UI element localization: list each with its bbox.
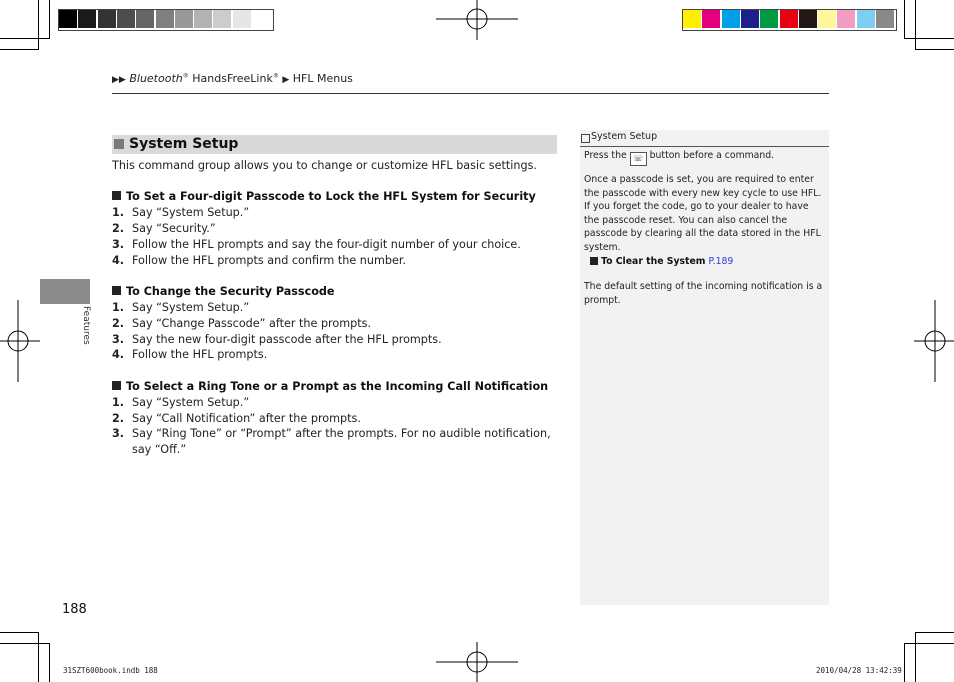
step-number: 1. [112, 206, 125, 219]
header-rule [112, 93, 829, 94]
breadcrumb-hfl-menus: HFL Menus [292, 72, 353, 85]
registration-mark-top [436, 0, 518, 40]
aside-note-panel [580, 130, 829, 605]
subsection-heading-text: To Select a Ring Tone or a Prompt as the Incoming Call Notification [126, 380, 549, 393]
color-swatch [683, 10, 701, 28]
print-file-info: 31SZT600book.indb 188 [63, 666, 158, 675]
step-number: 2. [112, 222, 125, 235]
gray-swatch [194, 10, 212, 28]
registration-mark-left [0, 300, 40, 382]
aside-press-before: Press the [584, 150, 627, 161]
aside-title: System Setup [591, 131, 658, 142]
step-number: 1. [112, 396, 125, 409]
gray-swatch [233, 10, 251, 28]
page-number: 188 [62, 602, 87, 617]
step-text: Say “Change Passcode” after the prompts. [132, 317, 372, 330]
step-text: Say “System Setup.” [132, 301, 250, 314]
step-number: 4. [112, 348, 125, 361]
breadcrumb-arrow-icon: ▶▶ [112, 75, 126, 85]
gray-swatch [213, 10, 231, 28]
subsection-heading-text: To Set a Four-digit Passcode to Lock the HFL System for Security [126, 190, 536, 203]
step-text: Say “Ring Tone” or “Prompt” after the prompts. For no audible notification, say “Off.” [132, 427, 551, 456]
breadcrumb [112, 72, 353, 85]
color-swatch [702, 10, 720, 28]
step-text: Say “System Setup.” [132, 206, 250, 219]
registered-mark: ® [272, 72, 279, 80]
gray-swatch [252, 10, 270, 28]
breadcrumb-arrow-icon: ▶ [282, 75, 290, 85]
step-number: 3. [112, 333, 125, 346]
step-number: 4. [112, 254, 125, 267]
color-swatch [876, 10, 894, 28]
section-header [112, 135, 557, 154]
talk-button-icon: ☏ [630, 152, 647, 166]
gray-swatch [175, 10, 193, 28]
color-swatch [857, 10, 875, 28]
gray-swatch [136, 10, 154, 28]
step-text: Say the new four-digit passcode after the HFL prompts. [132, 333, 442, 346]
note-icon [581, 134, 590, 143]
aside-press-after: button before a command. [649, 150, 775, 161]
section-title: System Setup [129, 136, 239, 152]
color-swatch [799, 10, 817, 28]
bullet-square-icon [112, 286, 121, 295]
chapter-tab-label: Features [81, 306, 91, 345]
gray-swatch [59, 10, 77, 28]
color-swatch [760, 10, 778, 28]
breadcrumb-handsfreelink: HandsFreeLink [192, 72, 273, 85]
bullet-square-icon [112, 191, 121, 200]
print-timestamp: 2010/04/28 13:42:39 [816, 666, 902, 675]
subsection-heading [112, 285, 335, 298]
step-number: 2. [112, 317, 125, 330]
reference-title: To Clear the System [601, 256, 706, 267]
color-swatch [837, 10, 855, 28]
step-number: 1. [112, 301, 125, 314]
step-text: Say “System Setup.” [132, 396, 250, 409]
step-text: Say “Call Notification” after the prompts. [132, 412, 361, 425]
aside-header [580, 130, 829, 147]
color-swatch [741, 10, 759, 28]
registration-mark-bottom [436, 642, 518, 682]
section-intro: This command group allows you to change or customize HFL basic settings. [112, 159, 537, 172]
color-swatch [780, 10, 798, 28]
aside-default-text: The default setting of the incoming notification is a prompt. [584, 281, 823, 306]
reference-page-link[interactable]: P.189 [708, 256, 734, 267]
bullet-square-icon [112, 381, 121, 390]
section-square-icon [114, 139, 124, 149]
step-number: 2. [112, 412, 125, 425]
registered-mark: ® [182, 72, 189, 80]
color-swatch [722, 10, 740, 28]
step-text: Follow the HFL prompts and confirm the number. [132, 254, 406, 267]
step-text: Say “Security.” [132, 222, 216, 235]
subsection-heading [112, 190, 536, 203]
gray-swatch [78, 10, 96, 28]
breadcrumb-bluetooth: Bluetooth [129, 72, 183, 85]
reference-arrow-icon [590, 257, 598, 265]
gray-swatch [117, 10, 135, 28]
chapter-tab [40, 279, 90, 304]
aside-press-text [584, 149, 826, 166]
subsection-heading [112, 380, 548, 393]
cross-reference-link[interactable] [590, 256, 733, 267]
registration-mark-right [914, 300, 954, 382]
color-swatch [818, 10, 836, 28]
gray-swatch [156, 10, 174, 28]
aside-passcode-text: Once a passcode is set, you are required to enter the passcode with every new key cycle to use HFL. If you forget the code, go to your dealer to have the passcode reset. You can also cancel the passcode by clearing all the data stored in the HFL system. [584, 174, 822, 253]
step-number: 3. [112, 238, 125, 251]
step-text: Follow the HFL prompts and say the four-digit number of your choice. [132, 238, 521, 251]
step-text: Follow the HFL prompts. [132, 348, 268, 361]
step-number: 3. [112, 427, 125, 440]
subsection-heading-text: To Change the Security Passcode [126, 285, 335, 298]
gray-swatch [98, 10, 116, 28]
